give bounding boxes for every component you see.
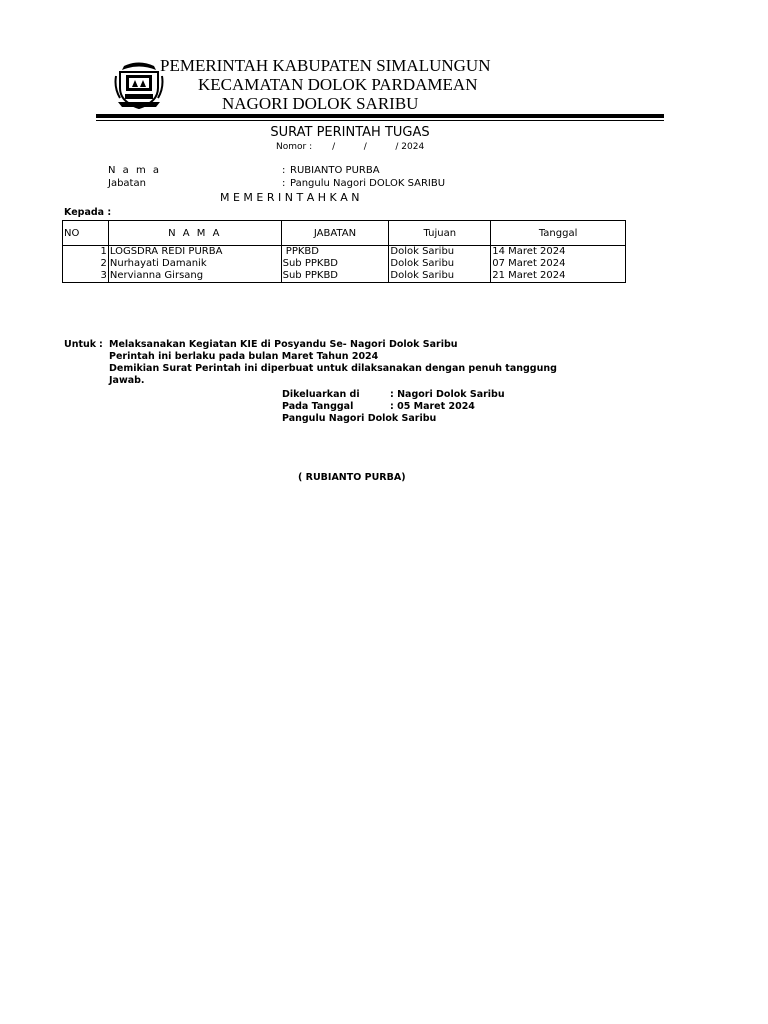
cell-tanggal: 21 Maret 2024 <box>491 270 626 283</box>
issued-place-value: : Nagori Dolok Saribu <box>390 389 505 400</box>
purpose-sep: : <box>99 339 103 350</box>
letterhead-rule-thick <box>96 114 664 118</box>
col-header-no: NO <box>63 221 109 246</box>
cell-jabatan: Sub PPKBD <box>281 270 389 283</box>
purpose-line-2: Perintah ini berlaku pada bulan Maret Tahun 2024 <box>109 351 379 362</box>
kepada-label: Kepada : <box>64 207 112 218</box>
cell-jabatan: Sub PPKBD <box>281 258 389 270</box>
cell-no: 2 <box>63 258 109 270</box>
issued-date-label: Pada Tanggal <box>282 401 354 412</box>
cell-no: 3 <box>63 270 109 283</box>
header-district: KECAMATAN DOLOK PARDAMEAN <box>198 75 478 94</box>
issuer-name-value: RUBIANTO PURBA <box>290 165 380 176</box>
letterhead-rule-thin <box>96 120 664 121</box>
table-row <box>63 270 626 283</box>
cell-no: 1 <box>63 246 109 259</box>
cell-nama: Nurhayati Damanik <box>108 258 281 270</box>
issuer-name-sep: : <box>282 165 286 176</box>
document-number: Nomor : / / / 2024 <box>276 142 425 152</box>
purpose-line-3: Demikian Surat Perintah ini diperbuat untuk dilaksanakan dengan penuh tanggung <box>109 363 557 374</box>
col-header-nama: N A M A <box>108 221 281 246</box>
issued-place-label: Dikeluarkan di <box>282 389 360 400</box>
issuer-position-sep: : <box>282 178 286 189</box>
cell-jabatan: PPKBD <box>281 246 389 259</box>
table-header-row <box>63 221 626 246</box>
col-header-tujuan: Tujuan <box>389 221 491 246</box>
signer-name: ( RUBIANTO PURBA) <box>298 472 406 483</box>
col-header-tanggal: Tanggal <box>491 221 626 246</box>
table-row <box>63 246 626 259</box>
table-row <box>63 258 626 270</box>
cell-tujuan: Dolok Saribu <box>389 270 491 283</box>
purpose-line-4: Jawab. <box>109 375 145 386</box>
header-government: PEMERINTAH KABUPATEN SIMALUNGUN <box>160 56 491 75</box>
purpose-line-1: Melaksanakan Kegiatan KIE di Posyandu Se- Nagori Dolok Saribu <box>109 339 458 350</box>
cell-tanggal: 14 Maret 2024 <box>491 246 626 259</box>
header-village: NAGORI DOLOK SARIBU <box>222 94 419 113</box>
issuer-position-label: Jabatan <box>108 178 146 189</box>
cell-tanggal: 07 Maret 2024 <box>491 258 626 270</box>
document-title: SURAT PERINTAH TUGAS <box>270 125 430 140</box>
purpose-label: Untuk <box>64 339 97 350</box>
cell-tujuan: Dolok Saribu <box>389 246 491 259</box>
assignee-table <box>62 220 626 283</box>
issuer-position-value: Pangulu Nagori DOLOK SARIBU <box>290 178 446 189</box>
signer-title: Pangulu Nagori Dolok Saribu <box>282 413 437 424</box>
order-heading: M E M E R I N T A H K A N <box>220 191 360 204</box>
cell-tujuan: Dolok Saribu <box>389 258 491 270</box>
cell-nama: LOGSDRA REDI PURBA <box>108 246 281 259</box>
cell-nama: Nervianna Girsang <box>108 270 281 283</box>
issuer-name-label: N a m a <box>108 165 162 176</box>
regency-emblem-icon <box>114 58 164 110</box>
col-header-jabatan: JABATAN <box>281 221 389 246</box>
issued-date-value: : 05 Maret 2024 <box>390 401 475 412</box>
